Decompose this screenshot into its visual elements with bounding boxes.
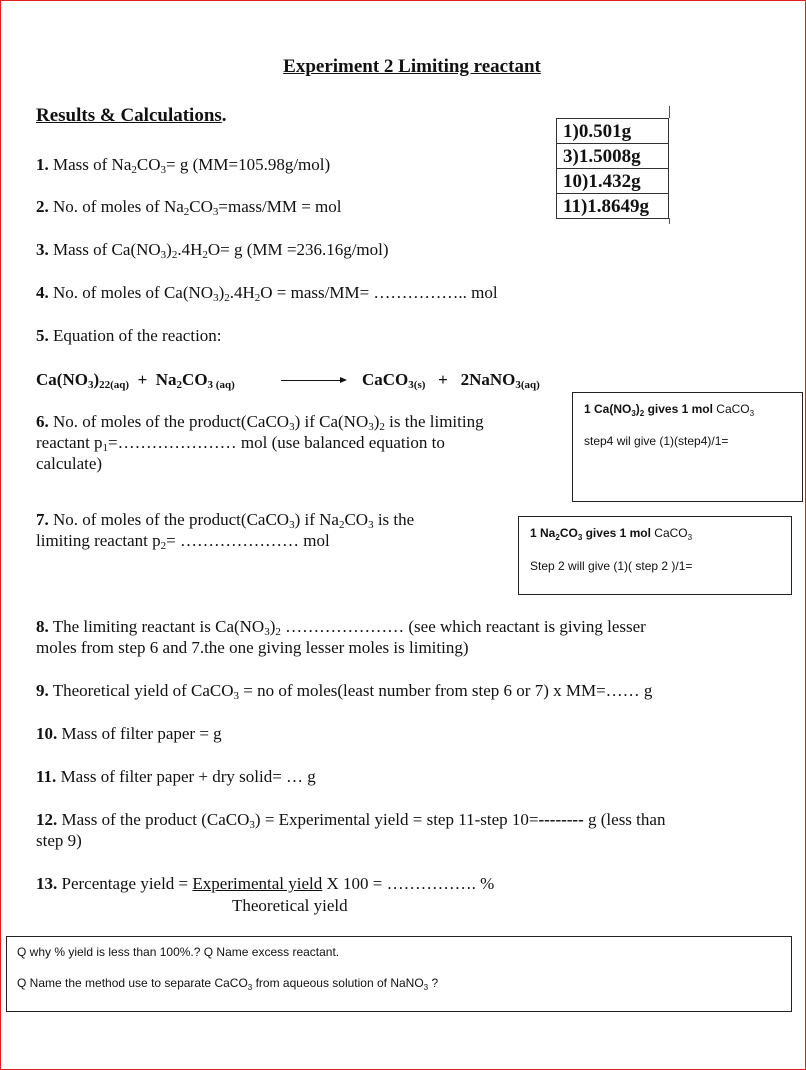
page-title: Experiment 2 Limiting reactant (283, 56, 541, 77)
step-5: 5. Equation of the reaction: (36, 326, 222, 345)
step-8: 8. The limiting reactant is $Ca(NO_3)_2$ ………………… (see which reactant is giving lesser moles from step 6 and 7.the one giving lesser moles is limiting) (36, 617, 646, 657)
reaction-equation-products: CaCO$_{3(s)}$ + 2NaNO$_{3(aq)}$ (362, 370, 540, 391)
results-heading: Results & Calculations. (36, 105, 227, 126)
step-11: 11. Mass of filter paper + dry solid= … g (36, 767, 316, 786)
given-masses-table (556, 118, 669, 219)
given-mass-cell: 3)1.5008g (557, 144, 669, 169)
step-10: 10. Mass of filter paper = g (36, 724, 222, 743)
step-1: 1. Mass of $Na_2CO_3= g$ (MM=105.98g/mol) (36, 155, 331, 176)
step-4: 4. No. of moles of $Ca(NO_3)_2.4H_2O$ = mass/MM= …………….. mol (36, 283, 498, 304)
step-9: 9. Theoretical yield of CaCO$_3$ = no of moles(least number from step 6 or 7) x MM=…… g (36, 681, 653, 702)
reaction-arrow-icon (281, 380, 345, 381)
given-mass-cell: 10)1.432g (557, 169, 669, 194)
hint-box-step7: 1 $Na_2CO_3$ gives 1 mol CaCO$_3$ Step 2 will give (1)( step 2 )/1= (518, 516, 792, 595)
step-2: 2. No. of moles of $Na_2CO_3=mass/MM$ = mol (36, 197, 342, 218)
table-tick-top (669, 106, 670, 118)
given-mass-cell: 11)1.8649g (557, 194, 669, 219)
questions-box (6, 936, 792, 1012)
step-12: 12. Mass of the product (CaCO$_3$) = Experimental yield = step 11-step 10=-------- g (less than step 9) (36, 810, 666, 850)
hint-box-step6: 1 $Ca(NO_3)_2$ gives 1 mol CaCO$_3$ step4 wil give (1)(step4)/1= (572, 392, 803, 502)
step-3: 3. Mass of $Ca(NO_3)_2.4H_2O= g$ (MM =236.16g/mol) (36, 240, 389, 261)
step-13: 13. Percentage yield = Experimental yield X 100 = ……………. % (36, 874, 495, 893)
question-line-2: Q Name the method use to separate CaCO$_3$ from aqueous solution of NaNO$_3$ ? (17, 976, 439, 992)
step-13-denominator: Theoretical yield (232, 896, 348, 915)
reaction-equation-reactants: $Ca(NO_3)_{22(aq)} + Na_2CO_{3 (aq)}$ (36, 370, 235, 391)
table-tick-bottom (669, 218, 670, 224)
step-7: 7. No. of moles of the product(CaCO$_3$) if $Na_2CO_3$ is the limiting reactant $p_2=$ ………………… mol (36, 510, 415, 552)
given-mass-cell: 1)0.501g (557, 119, 669, 144)
step-6: 6. No. of moles of the product(CaCO$_3$) if $Ca(NO_3)_2$ is the limiting reactant $p_1=\dots\dots\dots\dots\dots\dots\dots$ mol (use balanced equation to calculate) (36, 412, 484, 473)
question-line-1: Q why % yield is less than 100%.? Q Name excess reactant. (17, 945, 340, 959)
